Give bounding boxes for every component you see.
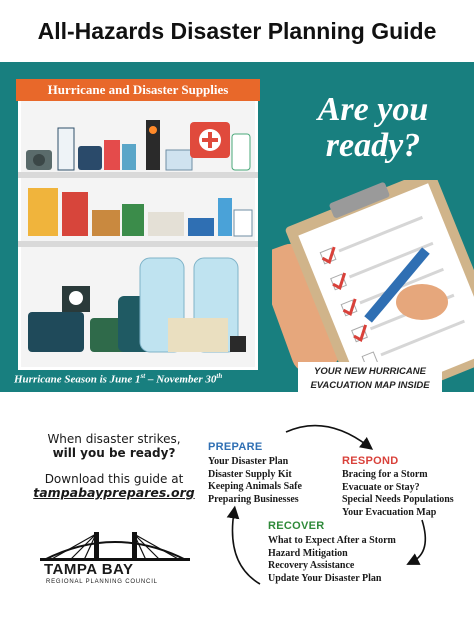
list-item: Update Your Disaster Plan — [268, 572, 382, 584]
ready-headline — [288, 92, 458, 164]
respond-heading: RESPOND — [342, 455, 399, 467]
recover-heading: RECOVER — [268, 520, 325, 532]
list-item: Hazard Mitigation — [268, 547, 348, 559]
recover-list — [268, 535, 396, 585]
respond-list — [342, 469, 454, 519]
bridge-logo-icon — [40, 530, 190, 562]
prepare-heading: PREPARE — [208, 441, 263, 453]
checklist-illustration — [272, 180, 474, 392]
season-dates — [14, 372, 222, 386]
prompt-question: will you be ready? — [52, 446, 176, 460]
prompt-line: When disaster strikes, — [47, 432, 181, 446]
list-item: Special Needs Populations — [342, 494, 454, 505]
season-sup: st — [140, 372, 146, 380]
list-item: Evacuate or Stay? — [342, 481, 420, 493]
list-item: Bracing for a Storm — [342, 469, 428, 480]
list-item: Disaster Supply Kit — [208, 468, 292, 480]
ready-line-1: Are you — [317, 91, 429, 128]
list-item: What to Expect After a Storm — [268, 535, 396, 546]
evacuation-map-callout — [298, 362, 442, 394]
season-sup: th — [216, 372, 223, 380]
page-title: All-Hazards Disaster Planning Guide — [37, 18, 437, 44]
season-text: Hurricane Season is June 1 — [14, 373, 141, 386]
logo-subtitle: REGIONAL PLANNING COUNCIL — [46, 579, 158, 585]
evac-line-2: EVACUATION MAP INSIDE — [310, 380, 430, 391]
guide-link[interactable]: tampabayprepares.org — [33, 485, 195, 500]
list-item: Your Evacuation Map — [342, 506, 437, 518]
list-item: Your Disaster Plan — [208, 456, 289, 467]
list-item: Keeping Animals Safe — [208, 481, 302, 492]
download-text: Download this guide at — [44, 472, 184, 486]
download-prompt — [28, 432, 200, 500]
supplies-illustration — [18, 100, 258, 368]
logo-name: TAMPA BAY — [44, 561, 134, 578]
ready-line-2: ready? — [325, 127, 421, 164]
prepare-list — [208, 456, 302, 506]
list-item: Preparing Businesses — [208, 493, 299, 505]
season-text: – November 30 — [145, 373, 217, 386]
list-item: Recovery Assistance — [268, 560, 355, 571]
shelf-label: Hurricane and Disaster Supplies — [16, 79, 260, 101]
evac-line-1: YOUR NEW HURRICANE — [314, 366, 426, 377]
